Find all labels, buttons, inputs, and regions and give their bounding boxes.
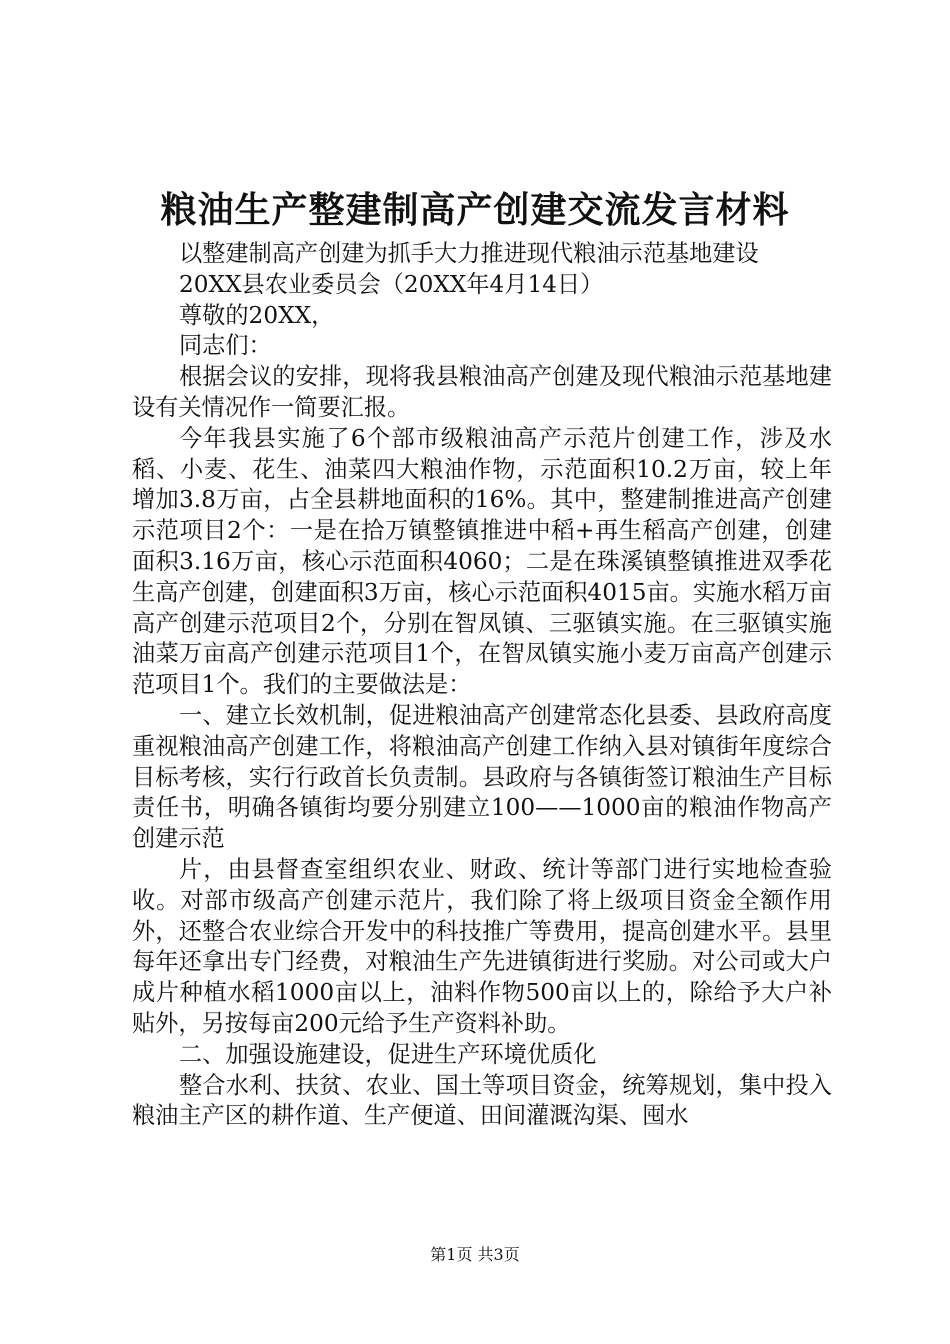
section-one-continued-paragraph: 片，由县督查室组织农业、财政、统计等部门进行实地检查验收。对部市级高产创建示范片，我们除了将上级项目资金全额作用外，还整合农业综合开发中的科技推广等费用，提高创建水平。县里每年还拿出专门经费，对粮油生产先进镇街进行奖励。对公司或大户成片种植水稻1000亩以上，油料作物500亩以上的，除给予大户补贴外，另按每亩200元给予生产资料补助。: [132, 855, 832, 1037]
subtitle-paragraph: 以整建制高产创建为抓手大力推进现代粮油示范基地建设: [179, 240, 759, 267]
document-body: [132, 239, 832, 1132]
section-two-paragraph: 整合水利、扶贫、农业、国土等项目资金，统筹规划，集中投入粮油主产区的耕作道、生产便道、田间灌溉沟渠、囤水: [132, 1071, 832, 1130]
page-number-footer: 第1页 共3页: [430, 1245, 520, 1264]
issuer-date-paragraph: 20XX县农业委员会（20XX年4月14日）: [179, 270, 604, 298]
section-one-paragraph: 一、建立长效机制，促进粮油高产创建常态化县委、县政府高度重视粮油高产创建工作，将粮油高产创建工作纳入县对镇街年度综合目标考核，实行行政首长负责制。县政府与各镇街签订粮油生产目标责任书，明确各镇街均要分别建立100——1000亩的粮油作物高产创建示范: [132, 701, 832, 853]
intro-paragraph: 根据会议的安排，现将我县粮油高产创建及现代粮油示范基地建设有关情况作一简要汇报。: [132, 363, 832, 421]
section-two-heading: 二、加强设施建设，促进生产环境优质化: [179, 1040, 597, 1068]
greeting-paragraph: 同志们：: [179, 332, 272, 360]
salutation-paragraph: 尊敬的20XX，: [179, 301, 335, 329]
document-title: 粮油生产整建制高产创建交流发言材料: [160, 189, 790, 231]
overview-paragraph: 今年我县实施了6个部市级粮油高产示范片创建工作，涉及水稻、小麦、花生、油菜四大粮油作物，示范面积10.2万亩，较上年增加3.8万亩，占全县耕地面积的16%。其中，整建制推进高产创建示范项目2个：一是在拾万镇整镇推进中稻+再生稻高产创建，创建面积3.16万亩，核心示范面积4060；二是在珠溪镇整镇推进双季花生高产创建，创建面积3万亩，核心示范面积4015亩。实施水稻万亩高产创建示范项目2个，分别在智凤镇、三驱镇实施。在三驱镇实施油菜万亩高产创建示范项目1个，在智凤镇实施小麦万亩高产创建示范项目1个。我们的主要做法是：: [132, 424, 832, 699]
